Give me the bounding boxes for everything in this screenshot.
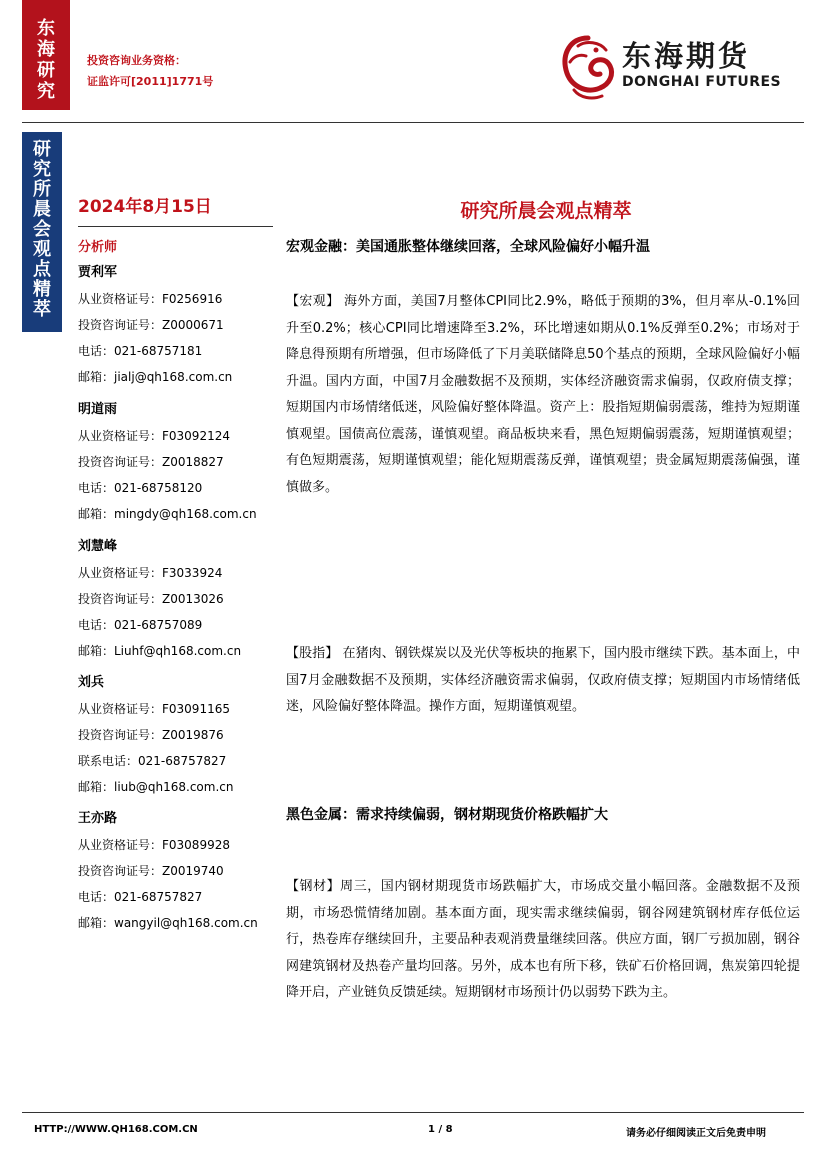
analyst-email: 邮箱：jialj@qh168.com.cn: [78, 370, 233, 384]
side-tab-char: 观: [33, 239, 51, 260]
analyst-card: [78, 260, 278, 390]
footer-url[interactable]: HTTP://WWW.QH168.COM.CN: [34, 1124, 198, 1135]
analyst-cert: 从业资格证号：F0256916: [78, 292, 223, 306]
analyst-email: 邮箱：liub@qh168.com.cn: [78, 780, 234, 794]
logo-english-name: DONGHAI FUTURES: [622, 74, 782, 90]
macro-paragraph: 【宏观】 海外方面，美国7月整体CPI同比2.9%，略低于预期的3%，但月率从-0.1%回升至0.2%；核心CPI同比增速降至3.2%，环比增速如期从0.1%反弹至0.2%；市场对于降息得预期有所增强，但市场降低了下月美联储降息50个基点的预期，全球风险偏好小幅升温。国内方面，中国7月金融数据不及预期，实体经济融资需求偏弱，仅政府债支撑；短期国内市场情绪低迷，风险偏好整体降温。资产上：股指短期偏弱震荡，维持为短期谨慎观望。国债高位震荡，谨慎观望。商品板块来看，黑色短期偏弱震荡，短期谨慎观望；有色短期震荡，短期谨慎观望；能化短期震荡反弹，谨慎观望；贵金属短期震荡偏强，谨慎做多。: [286, 294, 800, 495]
analyst-consult: 投资咨询证号：Z0013026: [78, 592, 224, 606]
header-brand-tab: [22, 0, 70, 110]
analyst-cert: 从业资格证号：F3033924: [78, 566, 223, 580]
analyst-consult: 投资咨询证号：Z0019876: [78, 728, 224, 742]
brand-tab-char: 东: [37, 18, 55, 39]
analyst-consult: 投资咨询证号：Z0018827: [78, 455, 224, 469]
side-tab-char: 精: [33, 279, 51, 300]
side-tab-char: 点: [33, 259, 51, 280]
analyst-phone: 电话：021-68757827: [78, 890, 203, 904]
analyst-email: 邮箱：wangyil@qh168.com.cn: [78, 916, 258, 930]
side-tab-char: 晨: [33, 199, 51, 220]
analyst-card: [78, 806, 278, 936]
page-number: 1 / 8: [428, 1124, 453, 1135]
side-tab-char: 所: [33, 179, 51, 200]
page-title: 研究所晨会观点精萃: [460, 200, 632, 222]
brand-tab-char: 究: [37, 81, 55, 102]
analyst-name: 王亦路: [78, 811, 118, 826]
side-tab-char: 究: [33, 159, 51, 180]
analyst-name: 刘慧峰: [78, 539, 118, 554]
analyst-phone: 电话：021-68757089: [78, 618, 203, 632]
analyst-phone: 电话：021-68758120: [78, 481, 203, 495]
side-tab-char: 研: [33, 139, 51, 160]
brand-tab-char: 海: [37, 39, 55, 60]
analyst-consult: 投资咨询证号：Z0019740: [78, 864, 224, 878]
analyst-name: 贾利军: [78, 265, 118, 280]
analyst-cert: 从业资格证号：F03092124: [78, 429, 230, 443]
footer-disclaimer: 请务必仔细阅读正文后免责申明: [626, 1128, 766, 1139]
company-logo: [556, 32, 796, 104]
side-tab-char: 萃: [33, 299, 51, 320]
analyst-phone: 联系电话：021-68757827: [78, 754, 227, 768]
macro-section-title: 宏观金融：美国通胀整体继续回落，全球风险偏好小幅升温: [286, 239, 650, 255]
analyst-name: 明道雨: [78, 402, 118, 417]
dragon-emblem-icon: [556, 32, 620, 104]
analyst-card: [78, 397, 278, 527]
analyst-email: 邮箱：Liuhf@qh168.com.cn: [78, 644, 242, 658]
header-divider: [22, 122, 804, 123]
analyst-cert: 从业资格证号：F03091165: [78, 702, 230, 716]
footer-divider: [22, 1112, 804, 1113]
date-divider: [78, 226, 273, 227]
report-date: 2024年8月15日: [78, 197, 212, 217]
qualification-line: 投资咨询业务资格：: [87, 54, 186, 67]
analyst-label: 分析师: [78, 240, 118, 255]
license-line: 证监许可[2011]1771号: [87, 75, 214, 88]
side-title-tab: [22, 132, 62, 332]
analyst-email: 邮箱：mingdy@qh168.com.cn: [78, 507, 257, 521]
analyst-name: 刘兵: [78, 675, 105, 690]
logo-chinese-name: 东海期货: [622, 39, 751, 73]
black-metal-section-title: 黑色金属：需求持续偏弱，钢材期现货价格跌幅扩大: [286, 807, 608, 823]
analyst-card: [78, 670, 278, 800]
qualification-info: [87, 50, 213, 92]
analyst-consult: 投资咨询证号：Z0000671: [78, 318, 224, 332]
side-tab-char: 会: [33, 219, 51, 240]
analyst-phone: 电话：021-68757181: [78, 344, 203, 358]
analyst-card: [78, 534, 278, 664]
brand-tab-char: 研: [37, 60, 55, 81]
index-paragraph: 【股指】 在猪肉、钢铁煤炭以及光伏等板块的拖累下，国内股市继续下跌。基本面上，中国7月金融数据不及预期，实体经济融资需求偏弱，仅政府债支撑；短期国内市场情绪低迷，风险偏好整体降温。操作方面，短期谨慎观望。: [286, 646, 800, 714]
analyst-cert: 从业资格证号：F03089928: [78, 838, 230, 852]
steel-paragraph: 【钢材】周三，国内钢材期现货市场跌幅扩大，市场成交量小幅回落。金融数据不及预期，市场恐慌情绪加剧。基本面方面，现实需求继续偏弱，钢谷网建筑钢材库存低位运行，热卷库存继续回升，主要品种表观消费量继续回落。供应方面，钢厂亏损加剧，钢谷网建筑钢材及热卷产量均回落。另外，成本也有所下移，铁矿石价格回调，焦炭第四轮提降开启，产业链负反馈延续。短期钢材市场预计仍以弱势下跌为主。: [286, 879, 800, 1000]
